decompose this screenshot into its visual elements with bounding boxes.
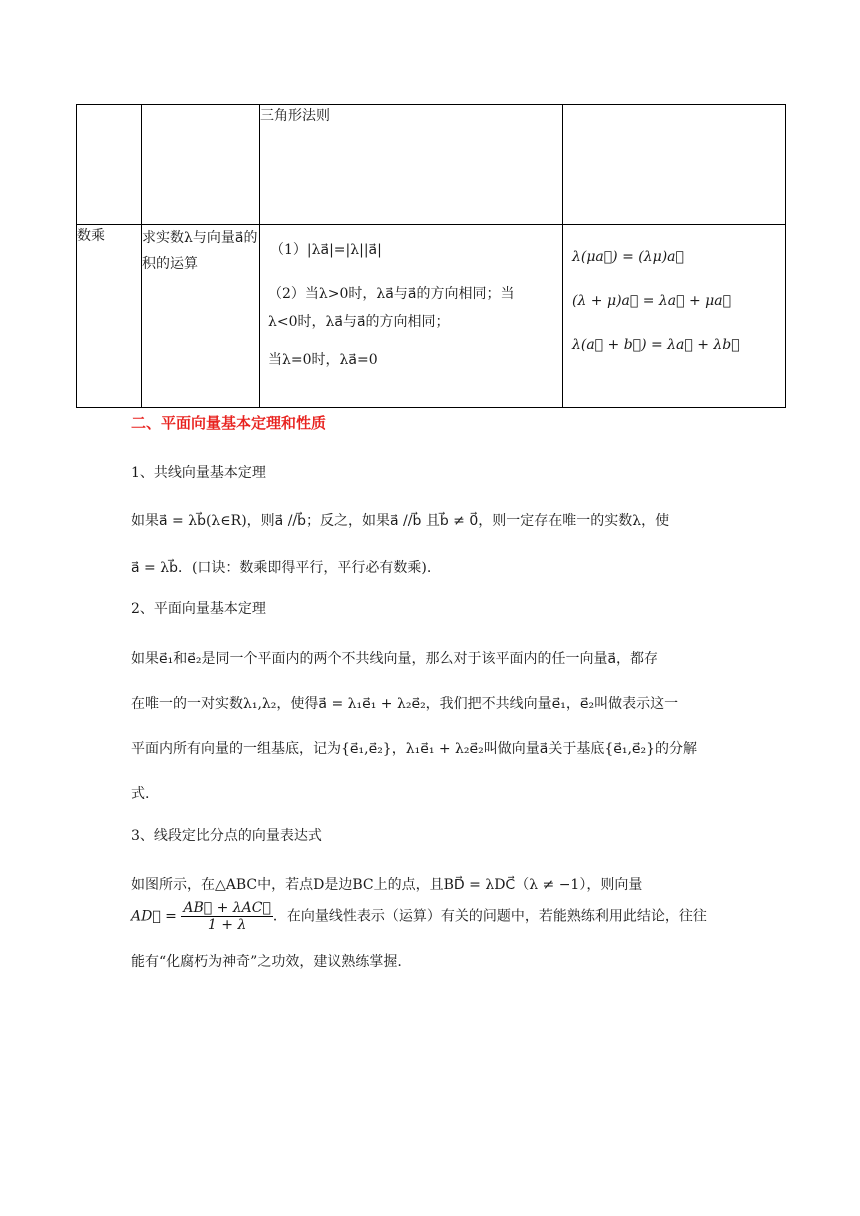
formula-fraction <box>181 900 273 933</box>
table-row <box>77 225 786 408</box>
definition-line: （2）当λ>0时，λa⃗与a⃗的方向相同；当 <box>268 286 515 302</box>
law-line: λ(μa⃗) = (λμ)a⃗ <box>572 249 684 265</box>
definition-line: 当λ=0时，λa⃗=0 <box>268 352 378 368</box>
paragraph-line: 如果a⃗ = λb⃗(λ∈R)，则a⃗ //b⃗；反之，如果a⃗ //b⃗ 且b⃗ ≠ 0⃗，则一定存在唯一的实数λ，使 <box>131 513 670 529</box>
subsection-heading: 1、共线向量基本定理 <box>131 465 266 481</box>
table-cell <box>563 105 786 225</box>
subsection-heading: 2、平面向量基本定理 <box>131 601 266 617</box>
paragraph-line: a⃗ = λb⃗．(口诀：数乘即得平行，平行必有数乘). <box>131 560 432 576</box>
law-line: λ(a⃗ + b⃗) = λa⃗ + λb⃗ <box>572 337 740 353</box>
definition-line: λ<0时，λa⃗与a⃗的方向相同； <box>268 314 450 330</box>
law-line: (λ + μ)a⃗ = λa⃗ + μa⃗ <box>572 293 732 309</box>
paragraph <box>131 510 731 577</box>
table-cell <box>260 105 563 225</box>
vector-operations-table <box>76 104 786 408</box>
table-cell <box>77 105 142 225</box>
formula-line <box>131 900 731 933</box>
paragraph-line: 如图所示，在△ABC中，若点D是边BC上的点，且BD⃗ = λDC⃗（λ ≠ −1），则向量 <box>131 877 643 893</box>
paragraph <box>131 648 731 803</box>
paragraph-line: 能有“化腐朽为神奇”之功效，建议熟练掌握. <box>131 954 402 970</box>
operation-description: 求实数λ与向量a⃗的积的运算 <box>142 225 260 408</box>
formula-lhs: AD⃗ = <box>131 908 177 925</box>
subsection-heading: 3、线段定比分点的向量表达式 <box>131 828 322 844</box>
paragraph-line: 平面内所有向量的一组基底，记为{e⃗₁,e⃗₂}，λ₁e⃗₁ + λ₂e⃗₂叫做向量a⃗关于基底{e⃗₁,e⃗₂}的分解 <box>131 741 698 757</box>
section-title: 二、平面向量基本定理和性质 <box>131 414 327 432</box>
paragraph <box>131 874 731 971</box>
paragraph-text: ．在向量线性表示（运算）有关的问题中，若能熟练利用此结论，往往 <box>272 908 707 925</box>
definition-line: （1）|λa⃗|=|λ||a⃗| <box>270 242 382 258</box>
formula-numerator: AB⃗ + λAC⃗ <box>183 900 271 916</box>
paragraph-line: 式. <box>131 786 150 802</box>
paragraph-line: 在唯一的一对实数λ₁,λ₂，使得a⃗ = λ₁e⃗₁ + λ₂e⃗₂，我们把不共线向量e⃗₁，e⃗₂叫做表示这一 <box>131 696 679 712</box>
operation-definition <box>260 225 563 408</box>
rule-text: 三角形法则 <box>260 108 330 124</box>
formula-denominator: 1 + λ <box>207 917 247 933</box>
table-row <box>77 105 786 225</box>
operation-laws <box>563 225 786 408</box>
operation-name: 数乘 <box>77 225 142 408</box>
paragraph-line: 如果e⃗₁和e⃗₂是同一个平面内的两个不共线向量，那么对于该平面内的任一向量a⃗，都存 <box>131 651 659 667</box>
table-cell <box>142 105 260 225</box>
